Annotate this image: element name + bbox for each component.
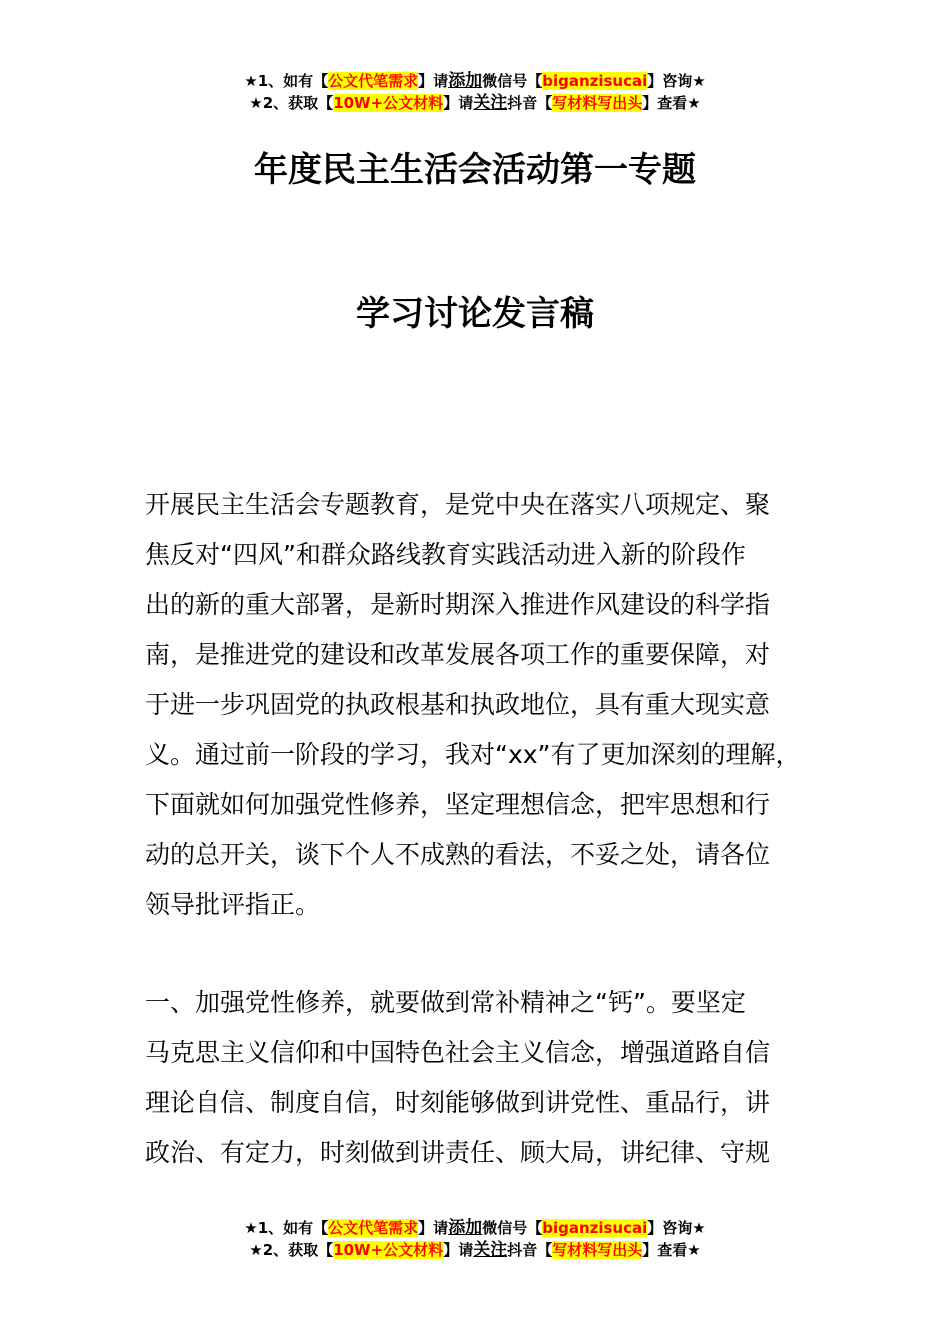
document-title-line-1: 年度民主生活会活动第一专题	[254, 150, 696, 190]
banner-emphasis: 关注	[473, 1240, 508, 1260]
banner-line-2	[0, 1239, 950, 1261]
footer-banner	[0, 1217, 950, 1261]
body-paragraph-2	[145, 978, 845, 1178]
text-line: 动的总开关，谈下个人不成熟的看法，不妥之处，请各位	[145, 840, 771, 869]
highlight-service: 公文代笔需求	[328, 72, 419, 90]
banner-emphasis: 添加	[448, 71, 483, 91]
text-line: 于进一步巩固党的执政根基和执政地位，具有重大现实意	[145, 690, 771, 719]
banner-text: 抖音【	[507, 94, 553, 112]
banner-emphasis: 关注	[473, 93, 508, 113]
banner-text: 微信号【	[482, 1219, 543, 1237]
text-line: 政治、有定力，时刻做到讲责任、顾大局，讲纪律、守规	[145, 1138, 771, 1167]
document-title-line-2: 学习讨论发言稿	[356, 294, 594, 334]
header-banner	[0, 70, 950, 114]
banner-text: 】请	[418, 1219, 449, 1237]
banner-text: 抖音【	[507, 1241, 553, 1259]
highlight-douyin: 写材料写出头	[552, 94, 643, 112]
text-line: 领导批评指正。	[145, 890, 321, 919]
banner-text: 】咨询★	[647, 72, 706, 90]
highlight-wechat-id: biganzisucai	[542, 1219, 648, 1237]
banner-text: 】请	[418, 72, 449, 90]
banner-text: ★2、获取【	[249, 94, 334, 112]
text-line: 下面就如何加强党性修养，坚定理想信念，把牢思想和行	[145, 790, 771, 819]
banner-text: 微信号【	[482, 72, 543, 90]
highlight-materials: 10W+公文材料	[333, 94, 444, 112]
text-line: 南，是推进党的建设和改革发展各项工作的重要保障，对	[145, 640, 771, 669]
banner-text: 】请	[443, 94, 474, 112]
banner-line-1	[0, 1217, 950, 1239]
banner-text: ★2、获取【	[249, 1241, 334, 1259]
banner-text: 】查看★	[642, 1241, 701, 1259]
banner-text: 】查看★	[642, 94, 701, 112]
text-line: 出的新的重大部署，是新时期深入推进作风建设的科学指	[145, 590, 771, 619]
banner-line-2	[0, 92, 950, 114]
text-line: 焦反对“四风”和群众路线教育实践活动进入新的阶段作	[145, 540, 746, 569]
banner-text: ★1、如有【	[244, 72, 329, 90]
banner-emphasis: 添加	[448, 1218, 483, 1238]
highlight-wechat-id: biganzisucai	[542, 72, 648, 90]
banner-text: 】咨询★	[647, 1219, 706, 1237]
banner-line-1	[0, 70, 950, 92]
body-paragraph-1	[145, 480, 845, 930]
text-line: 义。通过前一阶段的学习，我对“xx”有了更加深刻的理解，	[145, 740, 801, 769]
highlight-service: 公文代笔需求	[328, 1219, 419, 1237]
text-line: 马克思主义信仰和中国特色社会主义信念，增强道路自信	[145, 1038, 771, 1067]
highlight-materials: 10W+公文材料	[333, 1241, 444, 1259]
highlight-douyin: 写材料写出头	[552, 1241, 643, 1259]
banner-text: 】请	[443, 1241, 474, 1259]
banner-text: ★1、如有【	[244, 1219, 329, 1237]
text-line: 理论自信、制度自信，时刻能够做到讲党性、重品行，讲	[145, 1088, 771, 1117]
text-line: 开展民主生活会专题教育，是党中央在落实八项规定、聚	[145, 490, 771, 519]
text-line: 一、加强党性修养，就要做到常补精神之“钙”。要坚定	[145, 988, 746, 1017]
